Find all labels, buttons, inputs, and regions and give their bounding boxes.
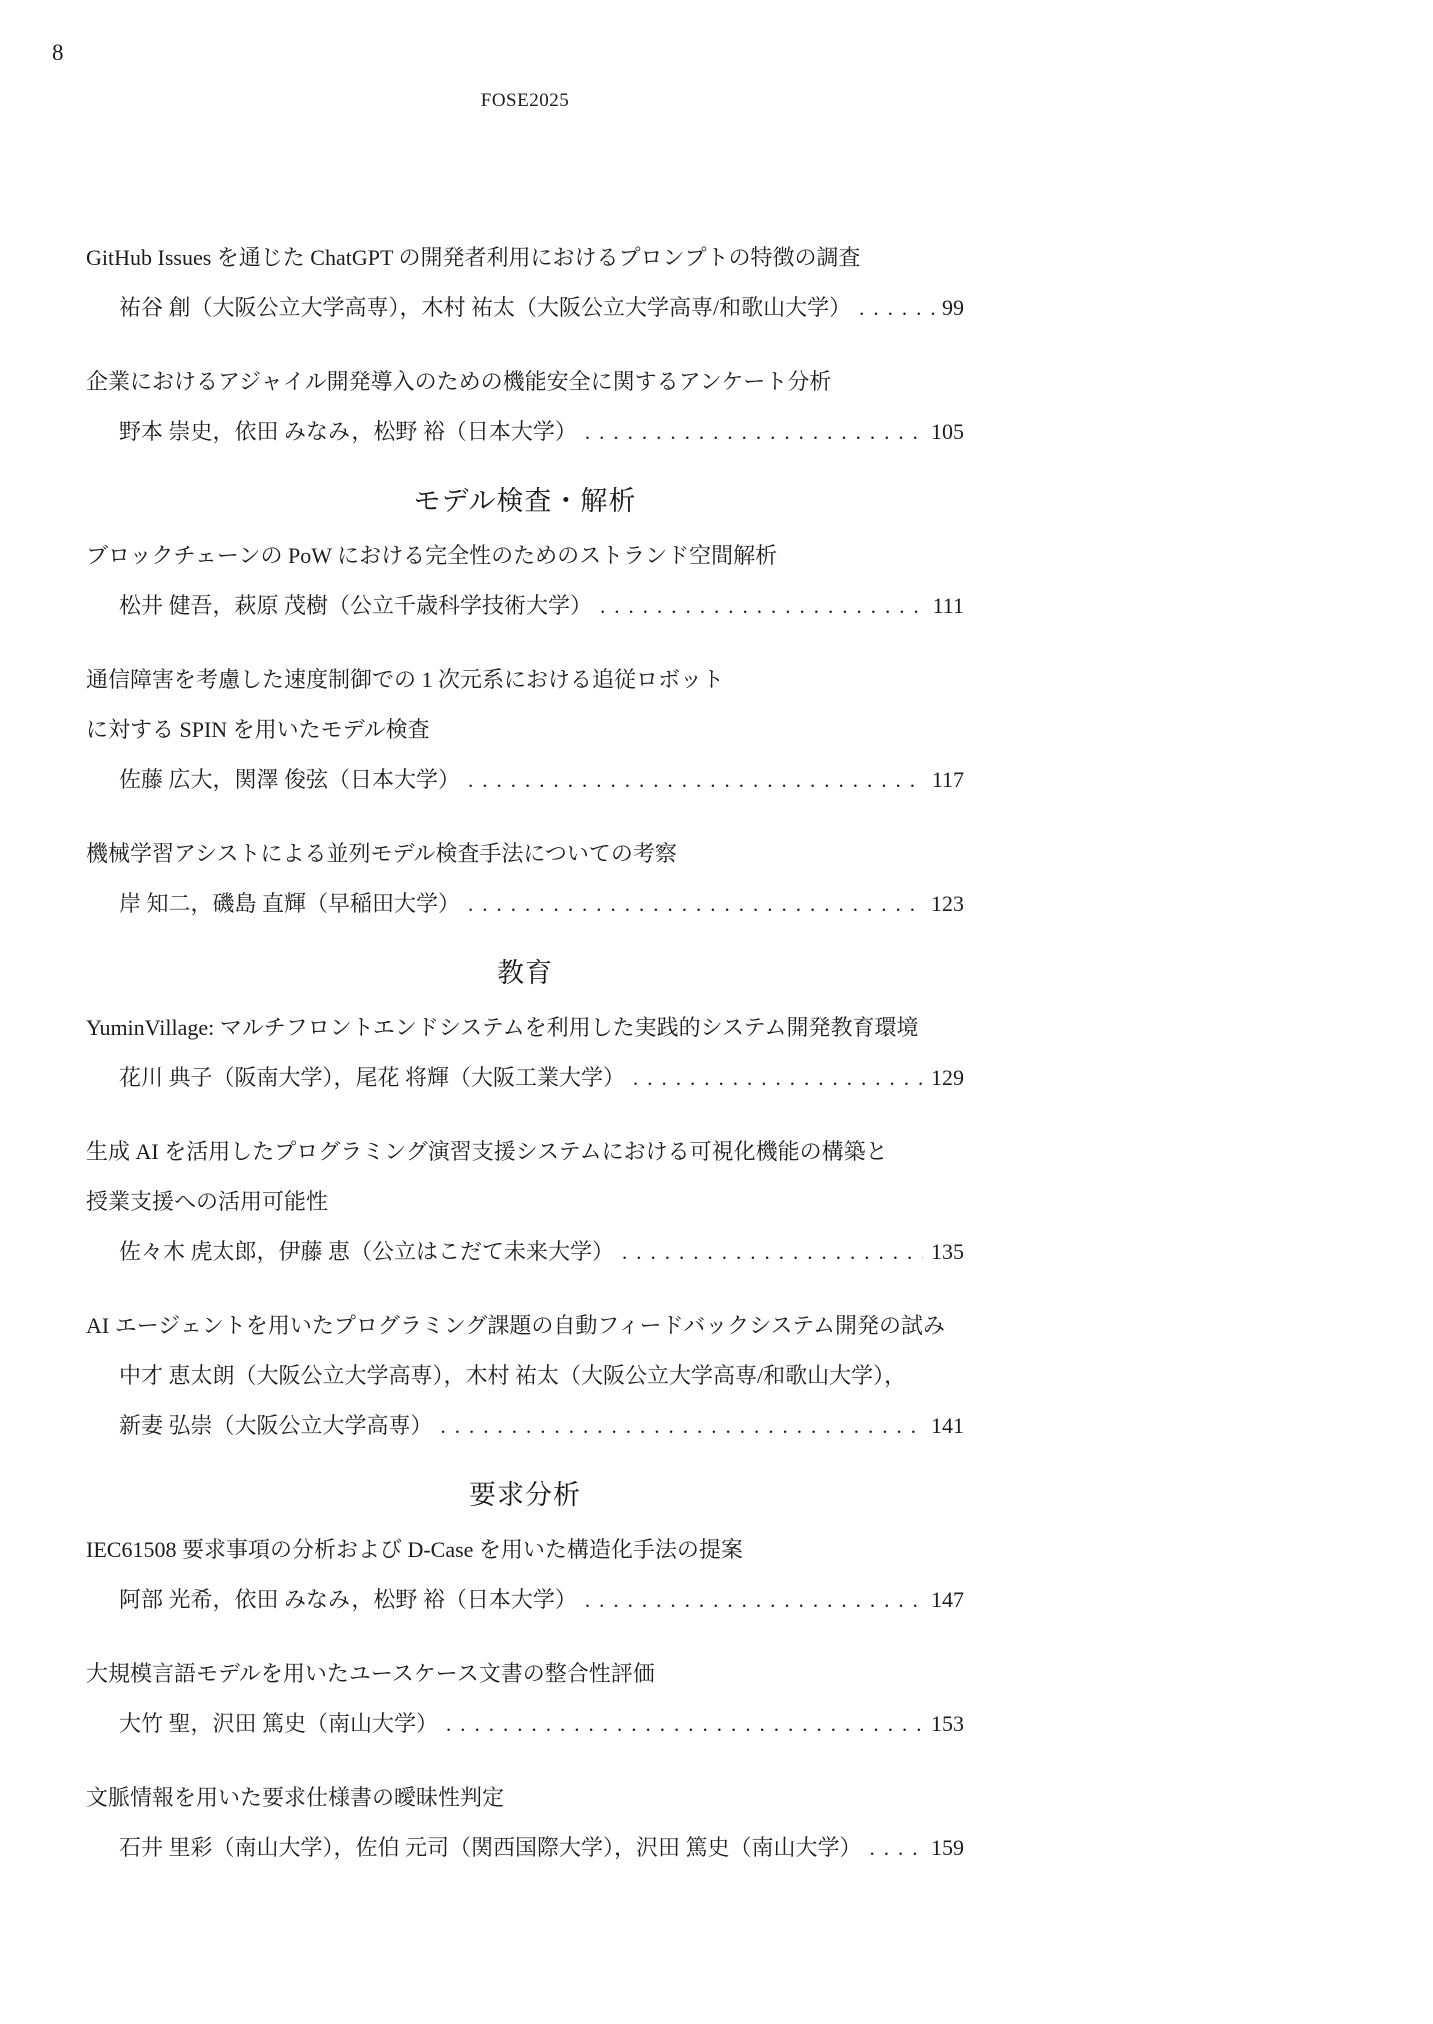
entry-authors-row <box>86 1401 964 1451</box>
entry-title: 企業におけるアジャイル開発導入のための機能安全に関するアンケート分析 <box>86 369 832 394</box>
entry-authors-row <box>86 1575 964 1625</box>
entry-title: GitHub Issues を通じた ChatGPT の開発者利用におけるプロンプトの特徴の調査 <box>86 245 861 270</box>
toc-entry <box>86 531 964 631</box>
entry-page-number: 117 <box>931 767 964 792</box>
entry-authors: 祐谷 創（大阪公立大学高専），木村 祐太（大阪公立大学高専/和歌山大学） <box>119 295 852 320</box>
entry-title: 機械学習アシストによる並列モデル検査手法についての考察 <box>86 841 677 866</box>
entry-title: AI エージェントを用いたプログラミング課題の自動フィードバックシステム開発の試み <box>86 1313 945 1338</box>
dot-leader <box>468 755 924 805</box>
entry-page-number: 135 <box>931 1239 964 1264</box>
dot-leader <box>446 1699 923 1749</box>
toc-entry <box>86 1127 964 1277</box>
entry-authors-row <box>86 283 964 333</box>
entry-title: 生成 AI を活用したプログラミング演習支援システムにおける可視化機能の構築と <box>86 1139 888 1164</box>
dot-leader <box>622 1227 923 1277</box>
entry-title: 大規模言語モデルを用いたユースケース文書の整合性評価 <box>86 1661 655 1686</box>
entry-authors-row <box>86 1699 964 1749</box>
toc-entry <box>86 1301 964 1451</box>
dot-leader <box>585 1575 923 1625</box>
entry-authors: 花川 典子（阪南大学），尾花 将輝（大阪工業大学） <box>119 1065 626 1090</box>
entry-authors: 大竹 聖，沢田 篤史（南山大学） <box>119 1711 439 1736</box>
section-heading: 教育 <box>497 958 553 988</box>
folio-page-number: 8 <box>52 40 64 65</box>
entry-page-number: 105 <box>931 419 964 444</box>
entry-page-number: 147 <box>931 1587 964 1612</box>
dot-leader <box>633 1053 923 1103</box>
entry-title: 文脈情報を用いた要求仕様書の曖昧性判定 <box>86 1785 505 1810</box>
entry-page-number: 153 <box>931 1711 964 1736</box>
toc-entry <box>86 1003 964 1103</box>
entry-page-number: 111 <box>932 593 964 618</box>
toc-entry <box>86 1525 964 1625</box>
section-heading: 要求分析 <box>469 1480 581 1510</box>
entry-authors-row <box>86 755 964 805</box>
dot-leader <box>585 407 923 457</box>
entry-authors-line1: 中才 恵太朗（大阪公立大学高専），木村 祐太（大阪公立大学高専/和歌山大学）， <box>119 1363 907 1388</box>
toc-entry <box>86 357 964 457</box>
table-of-contents <box>86 233 964 1897</box>
entry-page-number: 141 <box>931 1413 964 1438</box>
toc-section <box>86 953 964 1451</box>
entry-authors-row <box>86 1227 964 1277</box>
entry-page-number: 99 <box>942 295 964 320</box>
dot-leader <box>468 879 923 929</box>
toc-entry <box>86 655 964 805</box>
entry-title-line2: 授業支援への活用可能性 <box>86 1189 329 1214</box>
dot-leader <box>441 1401 923 1451</box>
entry-title: ブロックチェーンの PoW における完全性のためのストランド空間解析 <box>86 543 778 568</box>
section-heading: モデル検査・解析 <box>413 486 637 516</box>
entry-title-line2: に対する SPIN を用いたモデル検査 <box>86 717 430 742</box>
running-header: FOSE2025 <box>480 90 570 111</box>
entry-authors-row <box>86 1053 964 1103</box>
entry-page-number: 123 <box>931 891 964 916</box>
toc-section <box>86 481 964 929</box>
toc-entry <box>86 233 964 333</box>
entry-authors: 石井 里彩（南山大学），佐伯 元司（関西国際大学），沢田 篤史（南山大学） <box>119 1835 862 1860</box>
toc-entry <box>86 1773 964 1873</box>
entry-page-number: 159 <box>931 1835 964 1860</box>
entry-authors: 佐々木 虎太郎，伊藤 恵（公立はこだて未来大学） <box>119 1239 615 1264</box>
entry-authors-row <box>86 581 964 631</box>
entry-authors: 佐藤 広大，関澤 俊弦（日本大学） <box>119 767 461 792</box>
dot-leader <box>600 581 925 631</box>
entry-title: YuminVillage: マルチフロントエンドシステムを利用した実践的システム開発教育環境 <box>86 1015 919 1040</box>
toc-entry <box>86 829 964 929</box>
entry-authors-row <box>86 407 964 457</box>
entry-title: 通信障害を考慮した速度制御での 1 次元系における追従ロボット <box>86 667 725 692</box>
toc-section <box>86 233 964 457</box>
toc-entry <box>86 1649 964 1749</box>
entry-authors: 岸 知二，磯島 直輝（早稲田大学） <box>119 891 461 916</box>
entry-authors: 新妻 弘崇（大阪公立大学高専） <box>119 1413 433 1438</box>
entry-authors-row <box>86 879 964 929</box>
dot-leader <box>859 283 934 333</box>
dot-leader <box>870 1823 923 1873</box>
entry-authors: 阿部 光希，依田 みなみ，松野 裕（日本大学） <box>119 1587 577 1612</box>
entry-authors: 松井 健吾，萩原 茂樹（公立千歳科学技術大学） <box>119 593 593 618</box>
entry-page-number: 129 <box>931 1065 964 1090</box>
entry-authors-row <box>86 1823 964 1873</box>
toc-section <box>86 1475 964 1873</box>
entry-authors: 野本 崇史，依田 みなみ，松野 裕（日本大学） <box>119 419 577 444</box>
entry-title: IEC61508 要求事項の分析および D-Case を用いた構造化手法の提案 <box>86 1537 743 1562</box>
